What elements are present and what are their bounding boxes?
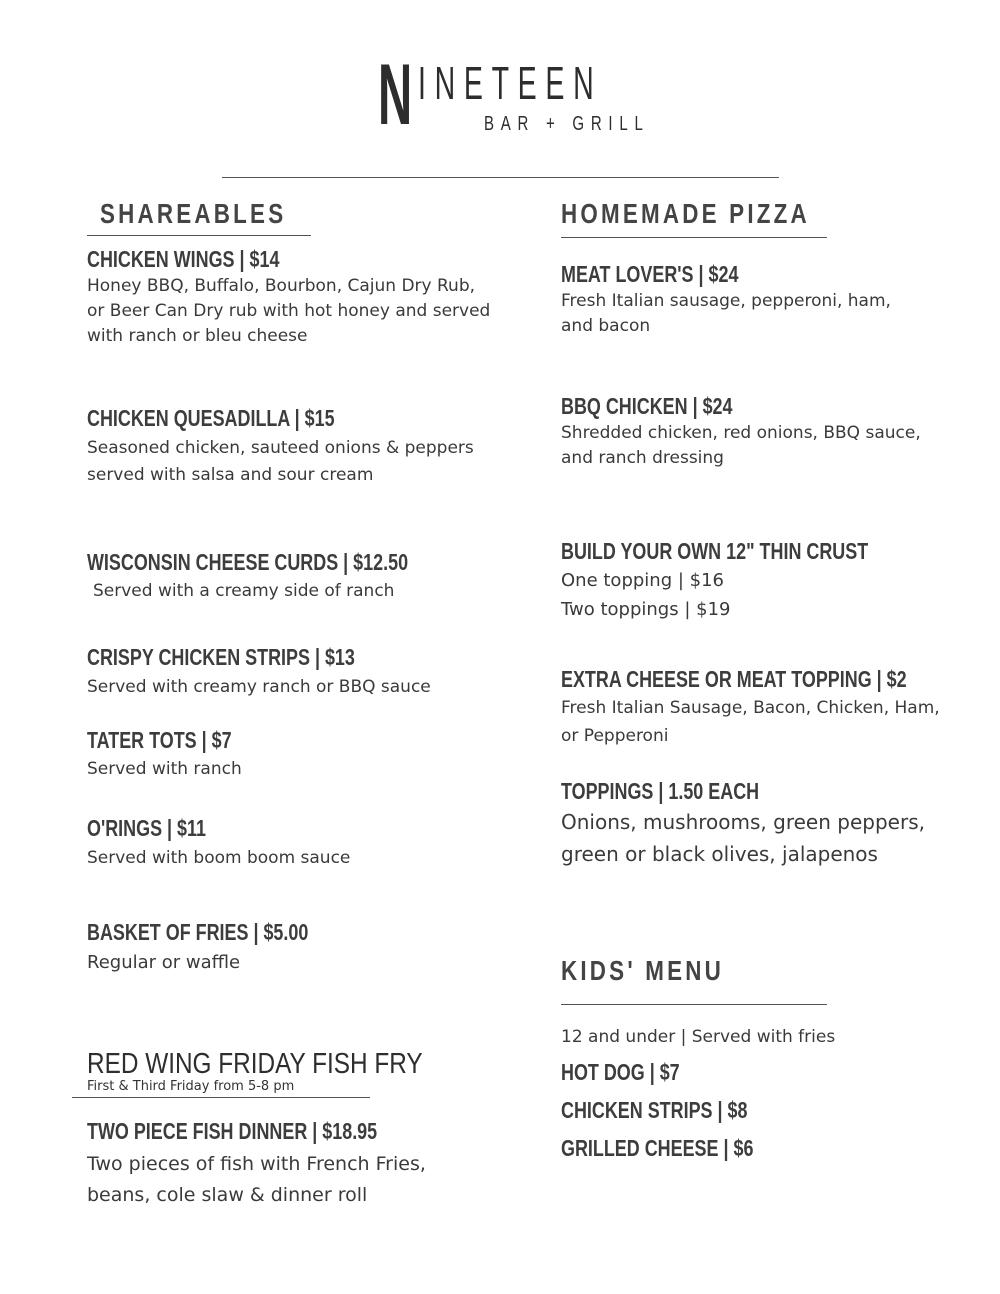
menu-item-description: Seasoned chicken, sauteed onions & peppers served with salsa and sour cream [87, 438, 474, 485]
logo-name: INETEEN [418, 57, 603, 109]
menu-item-name: BBQ CHICKEN | $24 [561, 393, 733, 419]
menu-item-description: Fresh Italian Sausage, Bacon, Chicken, Ham, or Pepperoni [561, 698, 940, 746]
menu-item-name: TWO PIECE FISH DINNER | $18.95 [87, 1118, 378, 1144]
menu-item-option: Two toppings | $19 [561, 599, 731, 620]
kids-underline [561, 1004, 827, 1005]
section-title-pizza: HOMEMADE PIZZA [561, 198, 810, 229]
menu-item-description: Onions, mushrooms, green peppers, green or black olives, jalapenos [561, 810, 925, 866]
menu-item-name: CHICKEN WINGS | $14 [87, 246, 280, 272]
menu-item-name: MEAT LOVER'S | $24 [561, 261, 739, 287]
fish-fry-underline [72, 1097, 370, 1098]
menu-item-description: Shredded chicken, red onions, BBQ sauce, and ranch dressing [561, 423, 921, 468]
kids-menu-note: 12 and under | Served with fries [561, 1027, 836, 1047]
menu-item-name: TOPPINGS | 1.50 EACH [561, 778, 760, 804]
menu-item-description: Served with ranch [87, 759, 242, 779]
menu-item-name: HOT DOG | $7 [561, 1059, 680, 1085]
menu-item-option: One topping | $16 [561, 570, 724, 591]
pizza-underline [561, 237, 827, 238]
section-title-shareables: SHAREABLES [100, 198, 287, 229]
logo-subtitle: BAR + GRILL [484, 113, 650, 135]
header-divider [222, 177, 779, 178]
menu-item-name: BASKET OF FRIES | $5.00 [87, 919, 309, 945]
fish-fry-schedule: First & Third Friday from 5-8 pm [87, 1079, 295, 1094]
menu-item-description: Served with a creamy side of ranch [93, 581, 395, 601]
menu-item-name: O'RINGS | $11 [87, 815, 206, 841]
menu-item-name: CHICKEN STRIPS | $8 [561, 1097, 748, 1123]
menu-item-description: Regular or waffle [87, 952, 241, 973]
section-title-fish-fry: RED WING FRIDAY FISH FRY [87, 1048, 423, 1080]
menu-item-name: GRILLED CHEESE | $6 [561, 1135, 754, 1161]
shareables-underline [87, 235, 311, 236]
menu-item-description: Served with boom boom sauce [87, 848, 351, 868]
menu-item-name: EXTRA CHEESE OR MEAT TOPPING | $2 [561, 666, 907, 692]
menu-item-description: Two pieces of fish with French Fries, beans, cole slaw & dinner roll [87, 1153, 426, 1206]
menu-item-name: CRISPY CHICKEN STRIPS | $13 [87, 644, 355, 670]
menu-item-description: Served with creamy ranch or BBQ sauce [87, 677, 431, 697]
menu-item-name: TATER TOTS | $7 [87, 727, 232, 753]
menu-item-name: CHICKEN QUESADILLA | $15 [87, 405, 335, 431]
menu-item-description: Fresh Italian sausage, pepperoni, ham, and bacon [561, 291, 891, 336]
menu-item-name: WISCONSIN CHEESE CURDS | $12.50 [87, 549, 409, 575]
section-title-kids: KIDS' MENU [561, 955, 725, 986]
menu-item-description: Honey BBQ, Buffalo, Bourbon, Cajun Dry Rub, or Beer Can Dry rub with hot honey and served with ranch or bleu cheese [87, 276, 491, 346]
logo-initial: N [378, 47, 413, 143]
menu-item-name: BUILD YOUR OWN 12" THIN CRUST [561, 538, 869, 564]
logo [378, 47, 650, 143]
